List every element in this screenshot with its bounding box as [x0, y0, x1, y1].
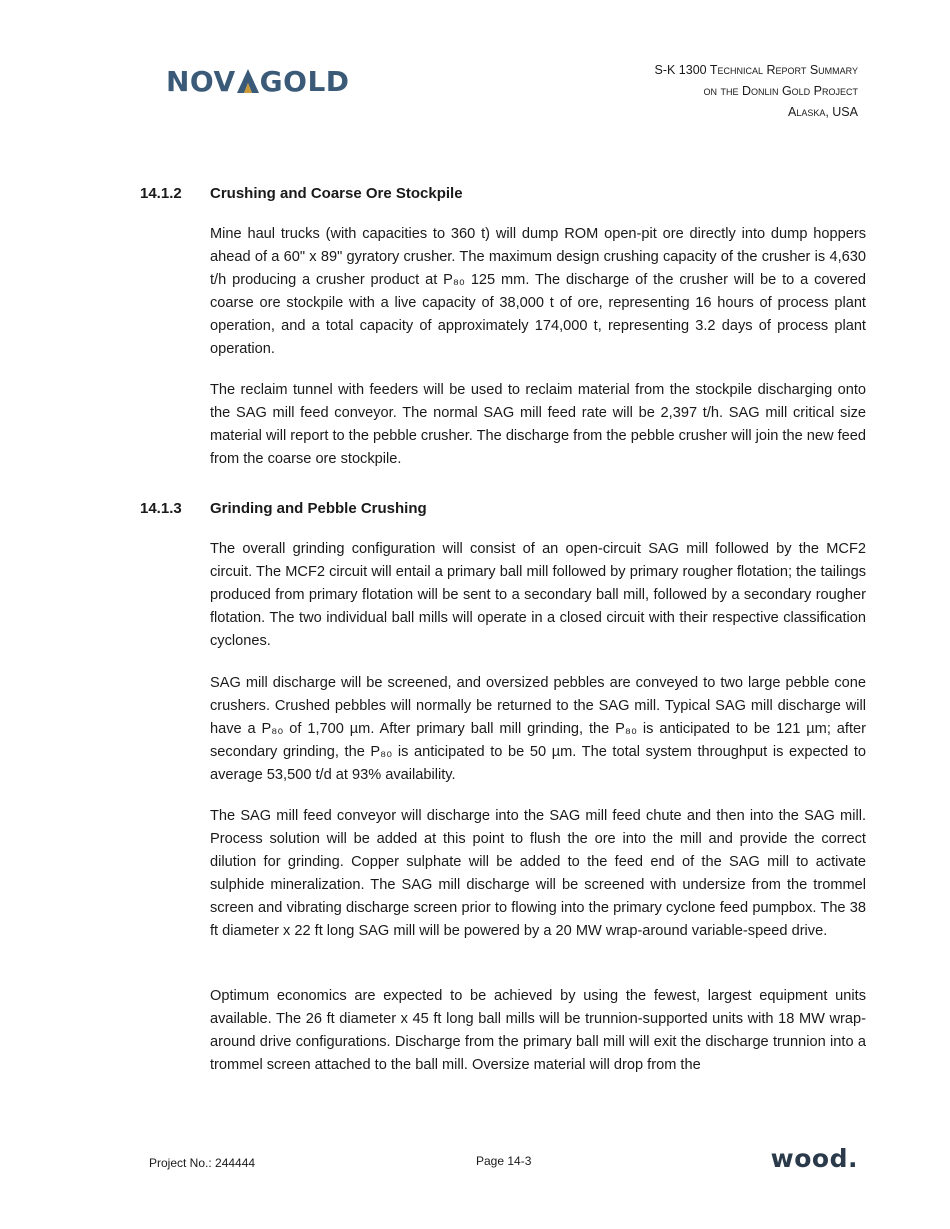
paragraph: SAG mill discharge will be screened, and oversized pebbles are conveyed to two large pebble cone crushers. Crushed pebbles will normally be returned to the SAG mill. Typical SAG mill discharge will have a P₈₀ of 1,700 µm. After primary ball mill grinding, the P₈₀ is anticipated to be 121 µm; after secondary grinding, the P₈₀ is anticipated to be 50 µm. The total system throughput is expected to average 53,500 t/d at 93% availability.: [210, 675, 866, 783]
header-line-2: on the Donlin Gold Project: [703, 84, 858, 98]
report-header: [655, 60, 859, 123]
section-title: Grinding and Pebble Crushing: [210, 500, 427, 517]
logo-text-right: GOLD: [259, 64, 350, 98]
section-title: Crushing and Coarse Ore Stockpile: [210, 185, 463, 202]
paragraph: The reclaim tunnel with feeders will be used to reclaim material from the stockpile discharging onto the SAG mill feed conveyor. The normal SAG mill feed rate will be 2,397 t/h. SAG mill critical size material will report to the pebble crusher. The discharge from the pebble crusher will join the new feed from the coarse ore stockpile.: [210, 382, 866, 467]
paragraph: The SAG mill feed conveyor will discharge into the SAG mill feed chute and then into the SAG mill. Process solution will be added at this point to flush the ore into the mill and provide the correct dilution for grinding. Copper sulphate will be added to the feed end of the SAG mill to activate sulphide mineralization. The SAG mill discharge will be screened with undersize from the trommel screen and vibrating discharge screen prior to flowing into the primary cyclone feed pumpbox. The 38 ft diameter x 22 ft long SAG mill will be powered by a 20 MW wrap-around variable-speed drive.: [210, 808, 866, 939]
header-line-1: S-K 1300 Technical Report Summary: [654, 63, 858, 77]
wood-logo: wood.: [770, 1144, 858, 1173]
paragraph: The overall grinding configuration will consist of an open-circuit SAG mill followed by the MCF2 circuit. The MCF2 circuit will entail a primary ball mill followed by primary rougher flotation; the tailings produced from primary flotation will be sent to a secondary ball mill, followed by a secondary rougher flotation. The two individual ball mills will operate in a closed circuit with their respective classification cyclones.: [210, 541, 866, 649]
paragraph: Optimum economics are expected to be achieved by using the fewest, largest equipment units available. The 26 ft diameter x 45 ft long ball mills will be trunnion-supported units with 18 MW wrap-around drive configurations. Discharge from the primary ball mill will exit the discharge trunnion into a trommel screen attached to the ball mill. Oversize material will drop from the: [210, 988, 866, 1073]
logo-a-icon: [237, 69, 259, 93]
section-number: 14.1.2: [140, 185, 182, 202]
page-number: Page 14-3: [476, 1154, 532, 1168]
logo-text-left: NOV: [166, 64, 236, 98]
section-number: 14.1.3: [140, 500, 182, 517]
project-number: Project No.: 244444: [149, 1156, 256, 1170]
header-line-3: Alaska, USA: [787, 105, 858, 119]
paragraph: Mine haul trucks (with capacities to 360 t) will dump ROM open-pit ore directly into dump hoppers ahead of a 60" x 89" gyratory crusher. The maximum design crushing capacity of the crusher is 4,630 t/h producing a crusher product at P₈₀ 125 mm. The discharge of the crusher will be to a covered coarse ore stockpile with a live capacity of 38,000 t of ore, representing 16 hours of process plant operation, and a total capacity of approximately 174,000 t, representing 3.2 days of process plant operation.: [210, 226, 866, 357]
novagold-logo: [166, 64, 350, 98]
